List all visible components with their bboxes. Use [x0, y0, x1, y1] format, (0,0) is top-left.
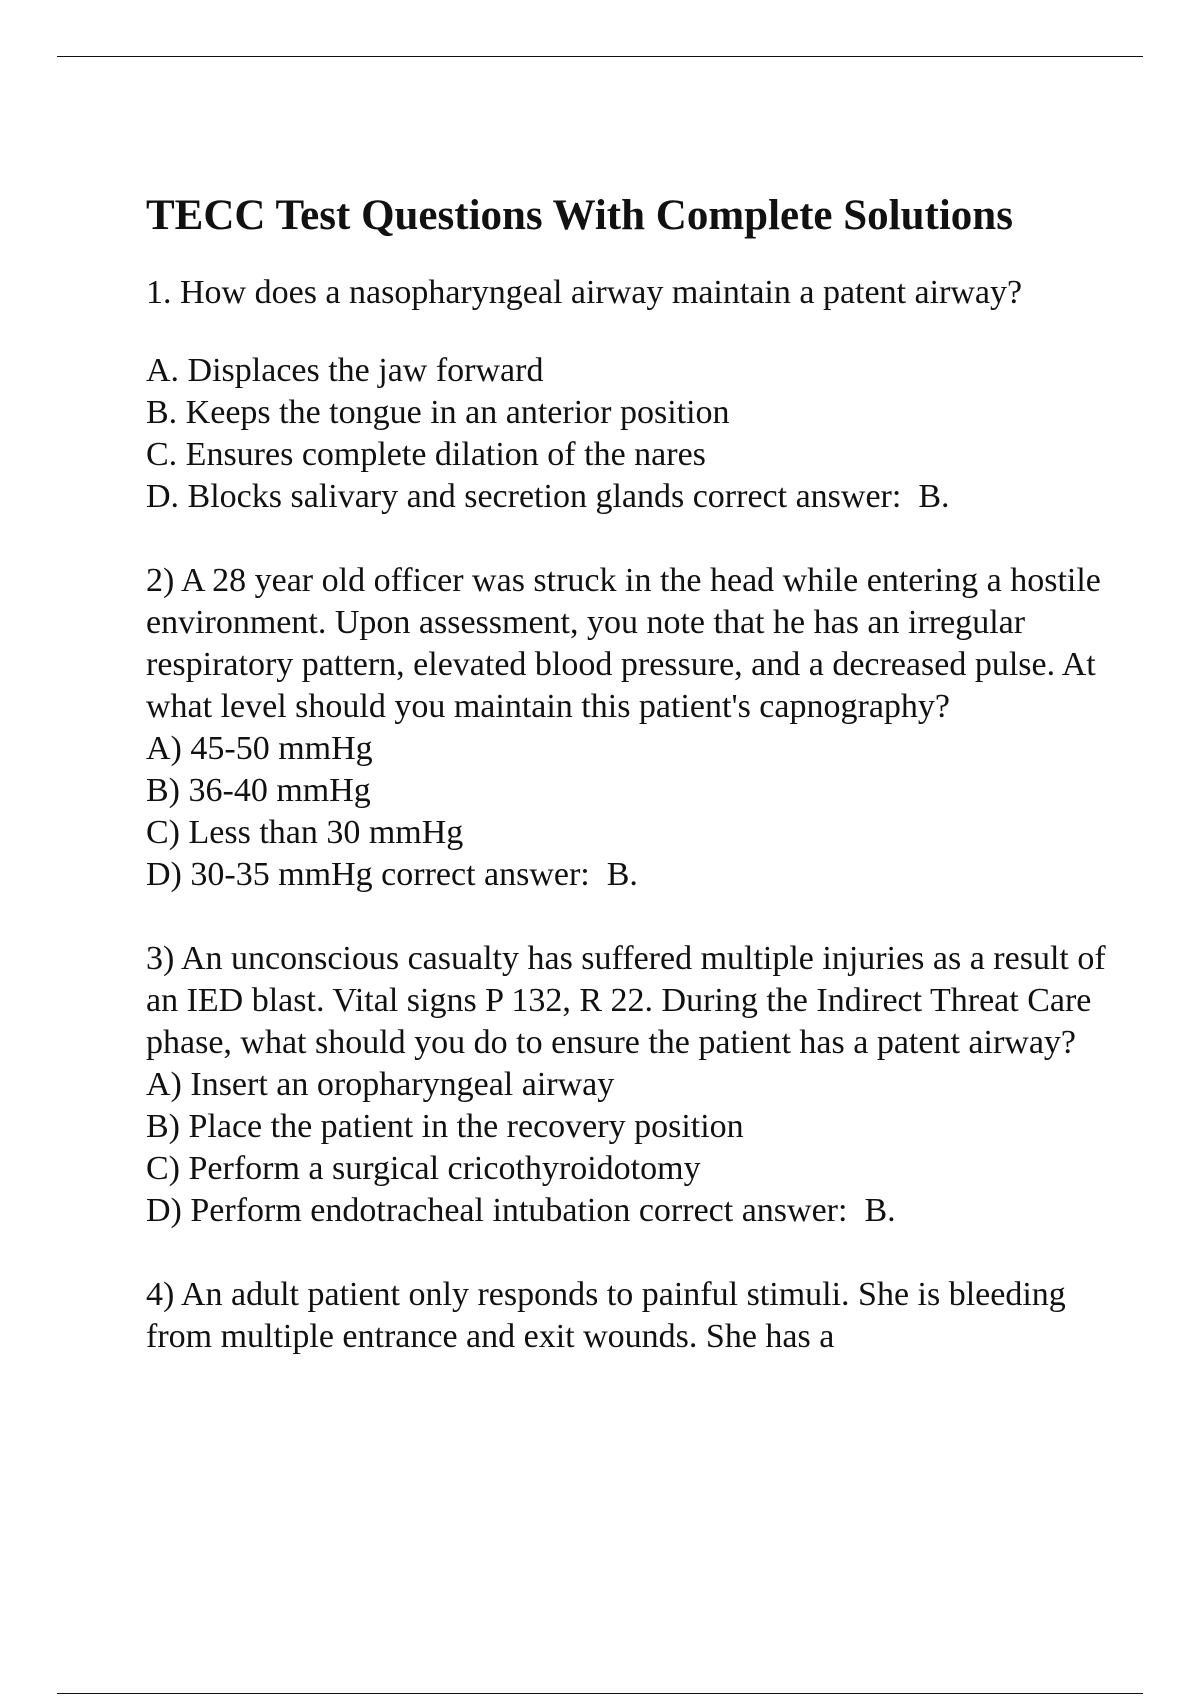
- question-1: [146, 272, 1106, 518]
- footer-rule: [57, 1693, 1143, 1694]
- answer-option-b: B. Keeps the tongue in an anterior position: [146, 394, 730, 431]
- question-4: [146, 1274, 1106, 1358]
- question-3: [146, 938, 1106, 1232]
- answer-option-c: C) Perform a surgical cricothyroidotomy: [146, 1150, 701, 1187]
- question-text: 3) An unconscious casualty has suffered multiple injuries as a result of an IED blast. Vital signs P 132, R 22. During the Indirect Threat Care phase, what should you do to ensure the patient has a patent airway?: [146, 940, 1106, 1061]
- answer-option-c: C. Ensures complete dilation of the nares: [146, 436, 706, 473]
- answer-option-b: B) 36-40 mmHg: [146, 772, 371, 809]
- answer-option-a: A. Displaces the jaw forward: [146, 352, 544, 389]
- document-body: [146, 186, 1106, 1358]
- answer-option-d: D. Blocks salivary and secretion glands: [146, 478, 685, 515]
- answer-option-b: B) Place the patient in the recovery position: [146, 1108, 744, 1145]
- correct-answer: correct answer: B.: [372, 856, 638, 893]
- answer-option-d-line: [146, 854, 1106, 896]
- question-text: 1. How does a nasopharyngeal airway maintain a patent airway?: [146, 274, 1023, 311]
- answer-option-a: A) 45-50 mmHg: [146, 730, 373, 767]
- answer-option-d: D) 30-35 mmHg: [146, 856, 373, 893]
- answer-option-d-line: [146, 476, 1106, 518]
- question-2: [146, 560, 1106, 896]
- question-text: 2) A 28 year old officer was struck in the head while entering a hostile environment. Upon assessment, you note that he has an irregular respiratory pattern, elevated blood pressure, and a decreased pulse. At what level should you maintain this patient's capnography?: [146, 562, 1101, 725]
- answer-option-a: A) Insert an oropharyngeal airway: [146, 1066, 615, 1103]
- header-rule: [57, 56, 1143, 57]
- question-text: 4) An adult patient only responds to painful stimuli. She is bleeding from multiple entrance and exit wounds. She has a: [146, 1276, 1066, 1355]
- document-title: TECC Test Questions With Complete Solutions: [146, 192, 1013, 239]
- correct-answer: correct answer: B.: [630, 1192, 896, 1229]
- answer-option-d: D) Perform endotracheal intubation: [146, 1192, 631, 1229]
- question-spacer: [146, 314, 1106, 350]
- correct-answer: correct answer: B.: [684, 478, 950, 515]
- answer-option-c: C) Less than 30 mmHg: [146, 814, 464, 851]
- answer-option-d-line: [146, 1190, 1106, 1232]
